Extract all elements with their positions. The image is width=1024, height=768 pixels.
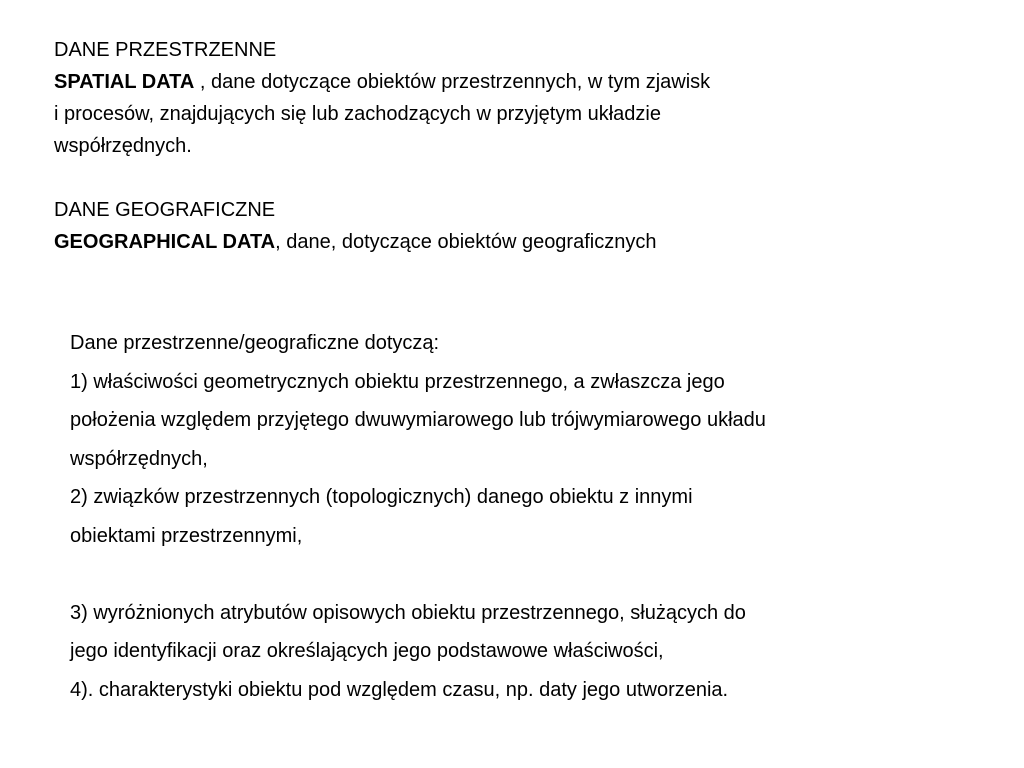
spatial-data-definition-line2: i procesów, znajdujących się lub zachodzących w przyjętym układzie bbox=[54, 103, 661, 125]
spatial-data-term: SPATIAL DATA bbox=[54, 71, 195, 93]
list-item-4-line1: 4). charakterystyki obiektu pod względem czasu, np. daty jego utworzenia. bbox=[70, 678, 729, 701]
list-item-3-line1: 3) wyróżnionych atrybutów opisowych obiektu przestrzennego, służących do bbox=[70, 601, 746, 624]
list-item-2-line2: obiektami przestrzennymi, bbox=[70, 524, 303, 547]
list-item-2-line1: 2) związków przestrzennych (topologicznych) danego obiektu z innymi bbox=[70, 486, 693, 508]
list-item-3-line2: jego identyfikacji oraz określających jego podstawowe właściwości, bbox=[70, 640, 664, 662]
spacer bbox=[70, 555, 1010, 594]
geographical-data-term: GEOGRAPHICAL DATA bbox=[54, 231, 276, 253]
properties-list bbox=[70, 324, 1010, 709]
spatial-data-definition-line3: współrzędnych. bbox=[54, 135, 192, 157]
definitions-block bbox=[54, 34, 974, 258]
list-intro: Dane przestrzenne/geograficzne dotyczą: bbox=[70, 332, 440, 354]
list-item-1-line2: położenia względem przyjętego dwuwymiarowego lub trójwymiarowego układu bbox=[70, 409, 766, 431]
geographical-data-heading: DANE GEOGRAFICZNE bbox=[54, 199, 276, 221]
list-item-1-line1: 1) właściwości geometrycznych obiektu przestrzennego, a zwłaszcza jego bbox=[70, 370, 725, 393]
spacer bbox=[54, 162, 974, 194]
spatial-data-definition bbox=[54, 66, 974, 98]
spatial-data-definition-line1: , dane dotyczące obiektów przestrzennych, w tym zjawisk bbox=[194, 71, 711, 93]
spatial-data-heading: DANE PRZESTRZENNE bbox=[54, 39, 277, 61]
geographical-data-definition bbox=[54, 226, 974, 258]
geographical-data-definition-text: , dane, dotyczące obiektów geograficznych bbox=[275, 231, 657, 253]
list-item-1-line3: współrzędnych, bbox=[70, 447, 208, 470]
